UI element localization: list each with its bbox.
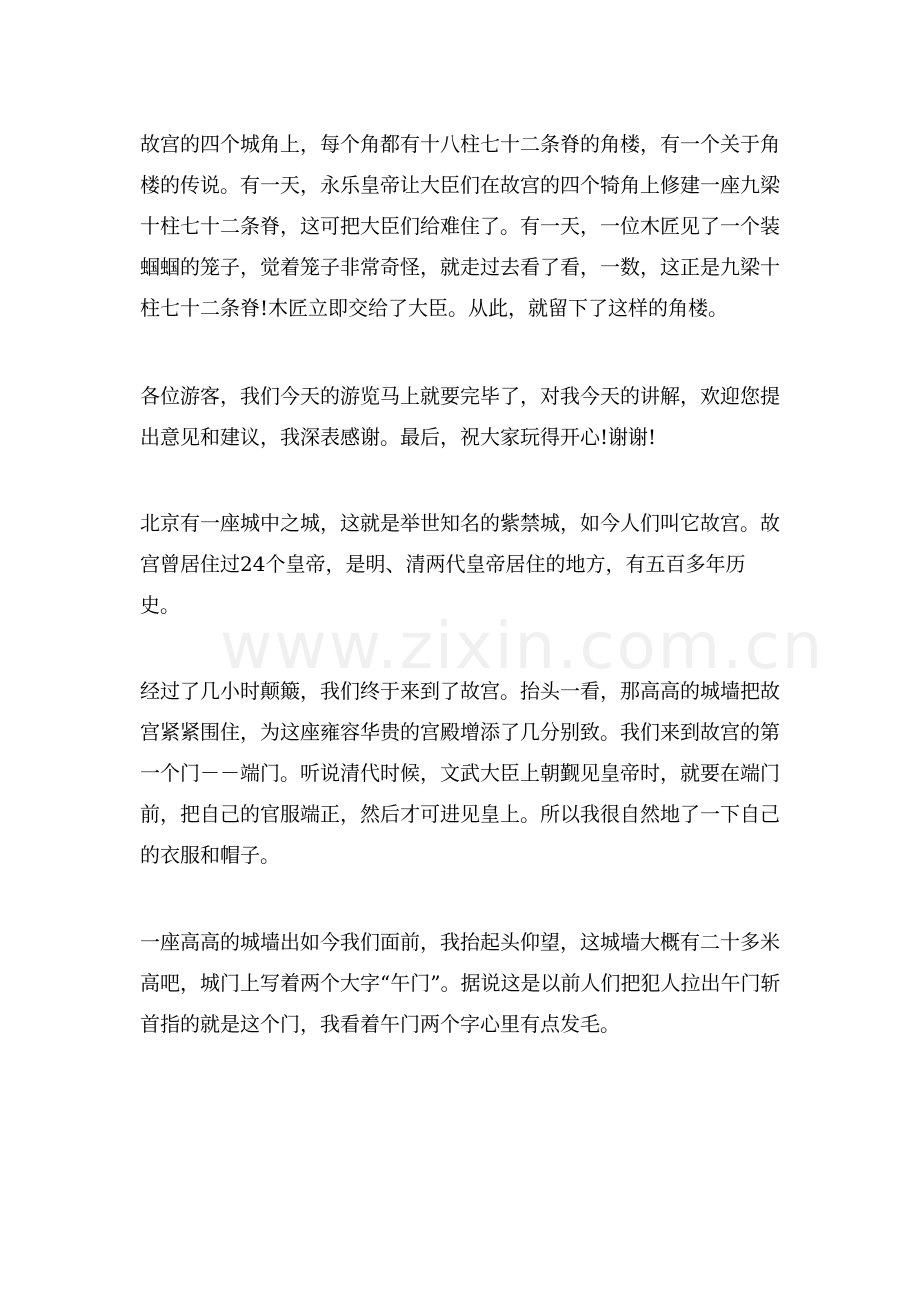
paragraph-wumen-gate: 一座高高的城墙出如今我们面前，我抬起头仰望，这城墙大概有二十多米高吧，城门上写着两个大字“午门”。据说这是以前人们把犯人拉出午门斩首指的就是这个门，我看着午门两个字心里有点发毛。 (140, 930, 781, 1036)
paragraph-corner-towers: 故宫的四个城角上，每个角都有十八柱七十二条脊的角楼，有一个关于角楼的传说。有一天，永乐皇帝让大臣们在故宫的四个犄角上修建一座九梁十柱七十二条脊，这可把大臣们给难住了。有一天，一位木匠见了一个装蝈蝈的笼子，觉着笼子非常奇怪，就走过去看了看，一数，这正是九梁十柱七十二条脊!木匠立即交给了大臣。从此，就留下了这样的角楼。 (140, 132, 780, 320)
watermark: www.zixin.com.cn (220, 610, 825, 684)
paragraph-tour-closing: 各位游客，我们今天的游览马上就要完毕了，对我今天的讲解，欢迎您提出意见和建议，我深表感谢。最后，祝大家玩得开心!谢谢! (140, 384, 780, 449)
paragraph-forbidden-city-intro: 北京有一座城中之城，这就是举世知名的紫禁城，如今人们叫它故宫。故宫曾居住过24个皇帝，是明、清两代皇帝居住的地方，有五百多年历史。 (140, 511, 780, 617)
document-body (140, 124, 785, 1045)
paragraph-duanmen-gate: 经过了几小时颠簸，我们终于来到了故宫。抬头一看，那高高的城墙把故宫紧紧围住，为这座雍容华贵的宫殿增添了几分别致。我们来到故宫的第一个门－－端门。听说清代时候，文武大臣上朝觐见皇帝时，就要在端门前，把自己的官服端正，然后才可进见皇上。所以我很自然地了一下自己的衣服和帽子。 (140, 679, 780, 867)
